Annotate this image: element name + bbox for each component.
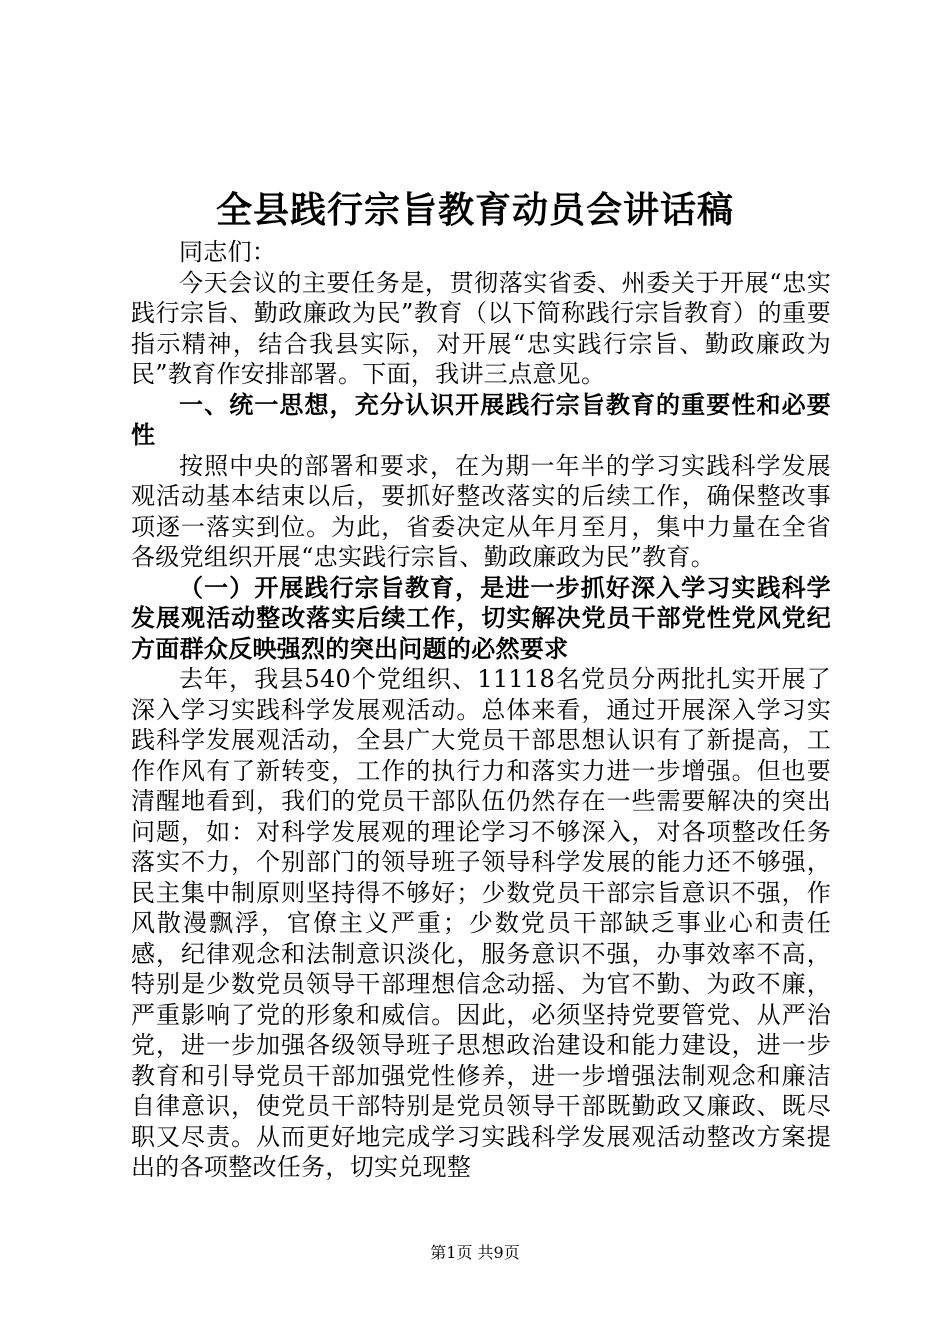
- paragraph-intro: 今天会议的主要任务是，贯彻落实省委、州委关于开展“忠实践行宗旨、勤政廉政为民”教育（以下简称践行宗旨教育）的重要指示精神，结合我县实际，对开展“忠实践行宗旨、勤政廉政为民”教育作安排部署。下面，我讲三点意见。: [131, 268, 831, 388]
- page-number-footer: 第1页 共9页: [430, 1243, 520, 1262]
- paragraph-section-1: 按照中央的部署和要求，在为期一年半的学习实践科学发展观活动基本结束以后，要抓好整改落实的后续工作，确保整改事项逐一落实到位。为此，省委决定从年月至月，集中力量在全省各级党组织开展“忠实践行宗旨、勤政廉政为民”教育。: [131, 451, 831, 571]
- subsection-heading-1: （一）开展践行宗旨教育，是进一步抓好深入学习实践科学发展观活动整改落实后续工作，切实解决党员干部党性党风党纪方面群众反映强烈的突出问题的必然要求: [131, 572, 831, 663]
- document-title: 全县践行宗旨教育动员会讲话稿: [215, 189, 734, 231]
- paragraph-subsection-1: 去年，我县540个党组织、11118名党员分两批扎实开展了深入学习实践科学发展观活动。总体来看，通过开展深入学习实践科学发展观活动，全县广大党员干部思想认识有了新提高，工作作风有了新转变，工作的执行力和落实力进一步增强。但也要清醒地看到，我们的党员干部队伍仍然存在一些需要解决的突出问题，如：对科学发展观的理论学习不够深入，对各项整改任务落实不力，个别部门的领导班子领导科学发展的能力还不够强，民主集中制原则坚持得不够好；少数党员干部宗旨意识不强，作风散漫飘浮，官僚主义严重；少数党员干部缺乏事业心和责任感，纪律观念和法制意识淡化，服务意识不强，办事效率不高，特别是少数党员领导干部理想信念动摇、为官不勤、为政不廉，严重影响了党的形象和威信。因此，必须坚持党要管党、从严治党，进一步加强各级领导班子思想政治建设和能力建设，进一步教育和引导党员干部加强党性修养，进一步增强法制观念和廉洁自律意识，使党员干部特别是党员领导干部既勤政又廉政、既尽职又尽责。从而更好地完成学习实践科学发展观活动整改方案提出的各项整改任务，切实兑现整: [131, 665, 831, 1181]
- greeting-line: 同志们：: [179, 238, 277, 266]
- section-heading-1: 一、统一思想，充分认识开展践行宗旨教育的重要性和必要性: [131, 389, 831, 449]
- document-body: [131, 237, 831, 1183]
